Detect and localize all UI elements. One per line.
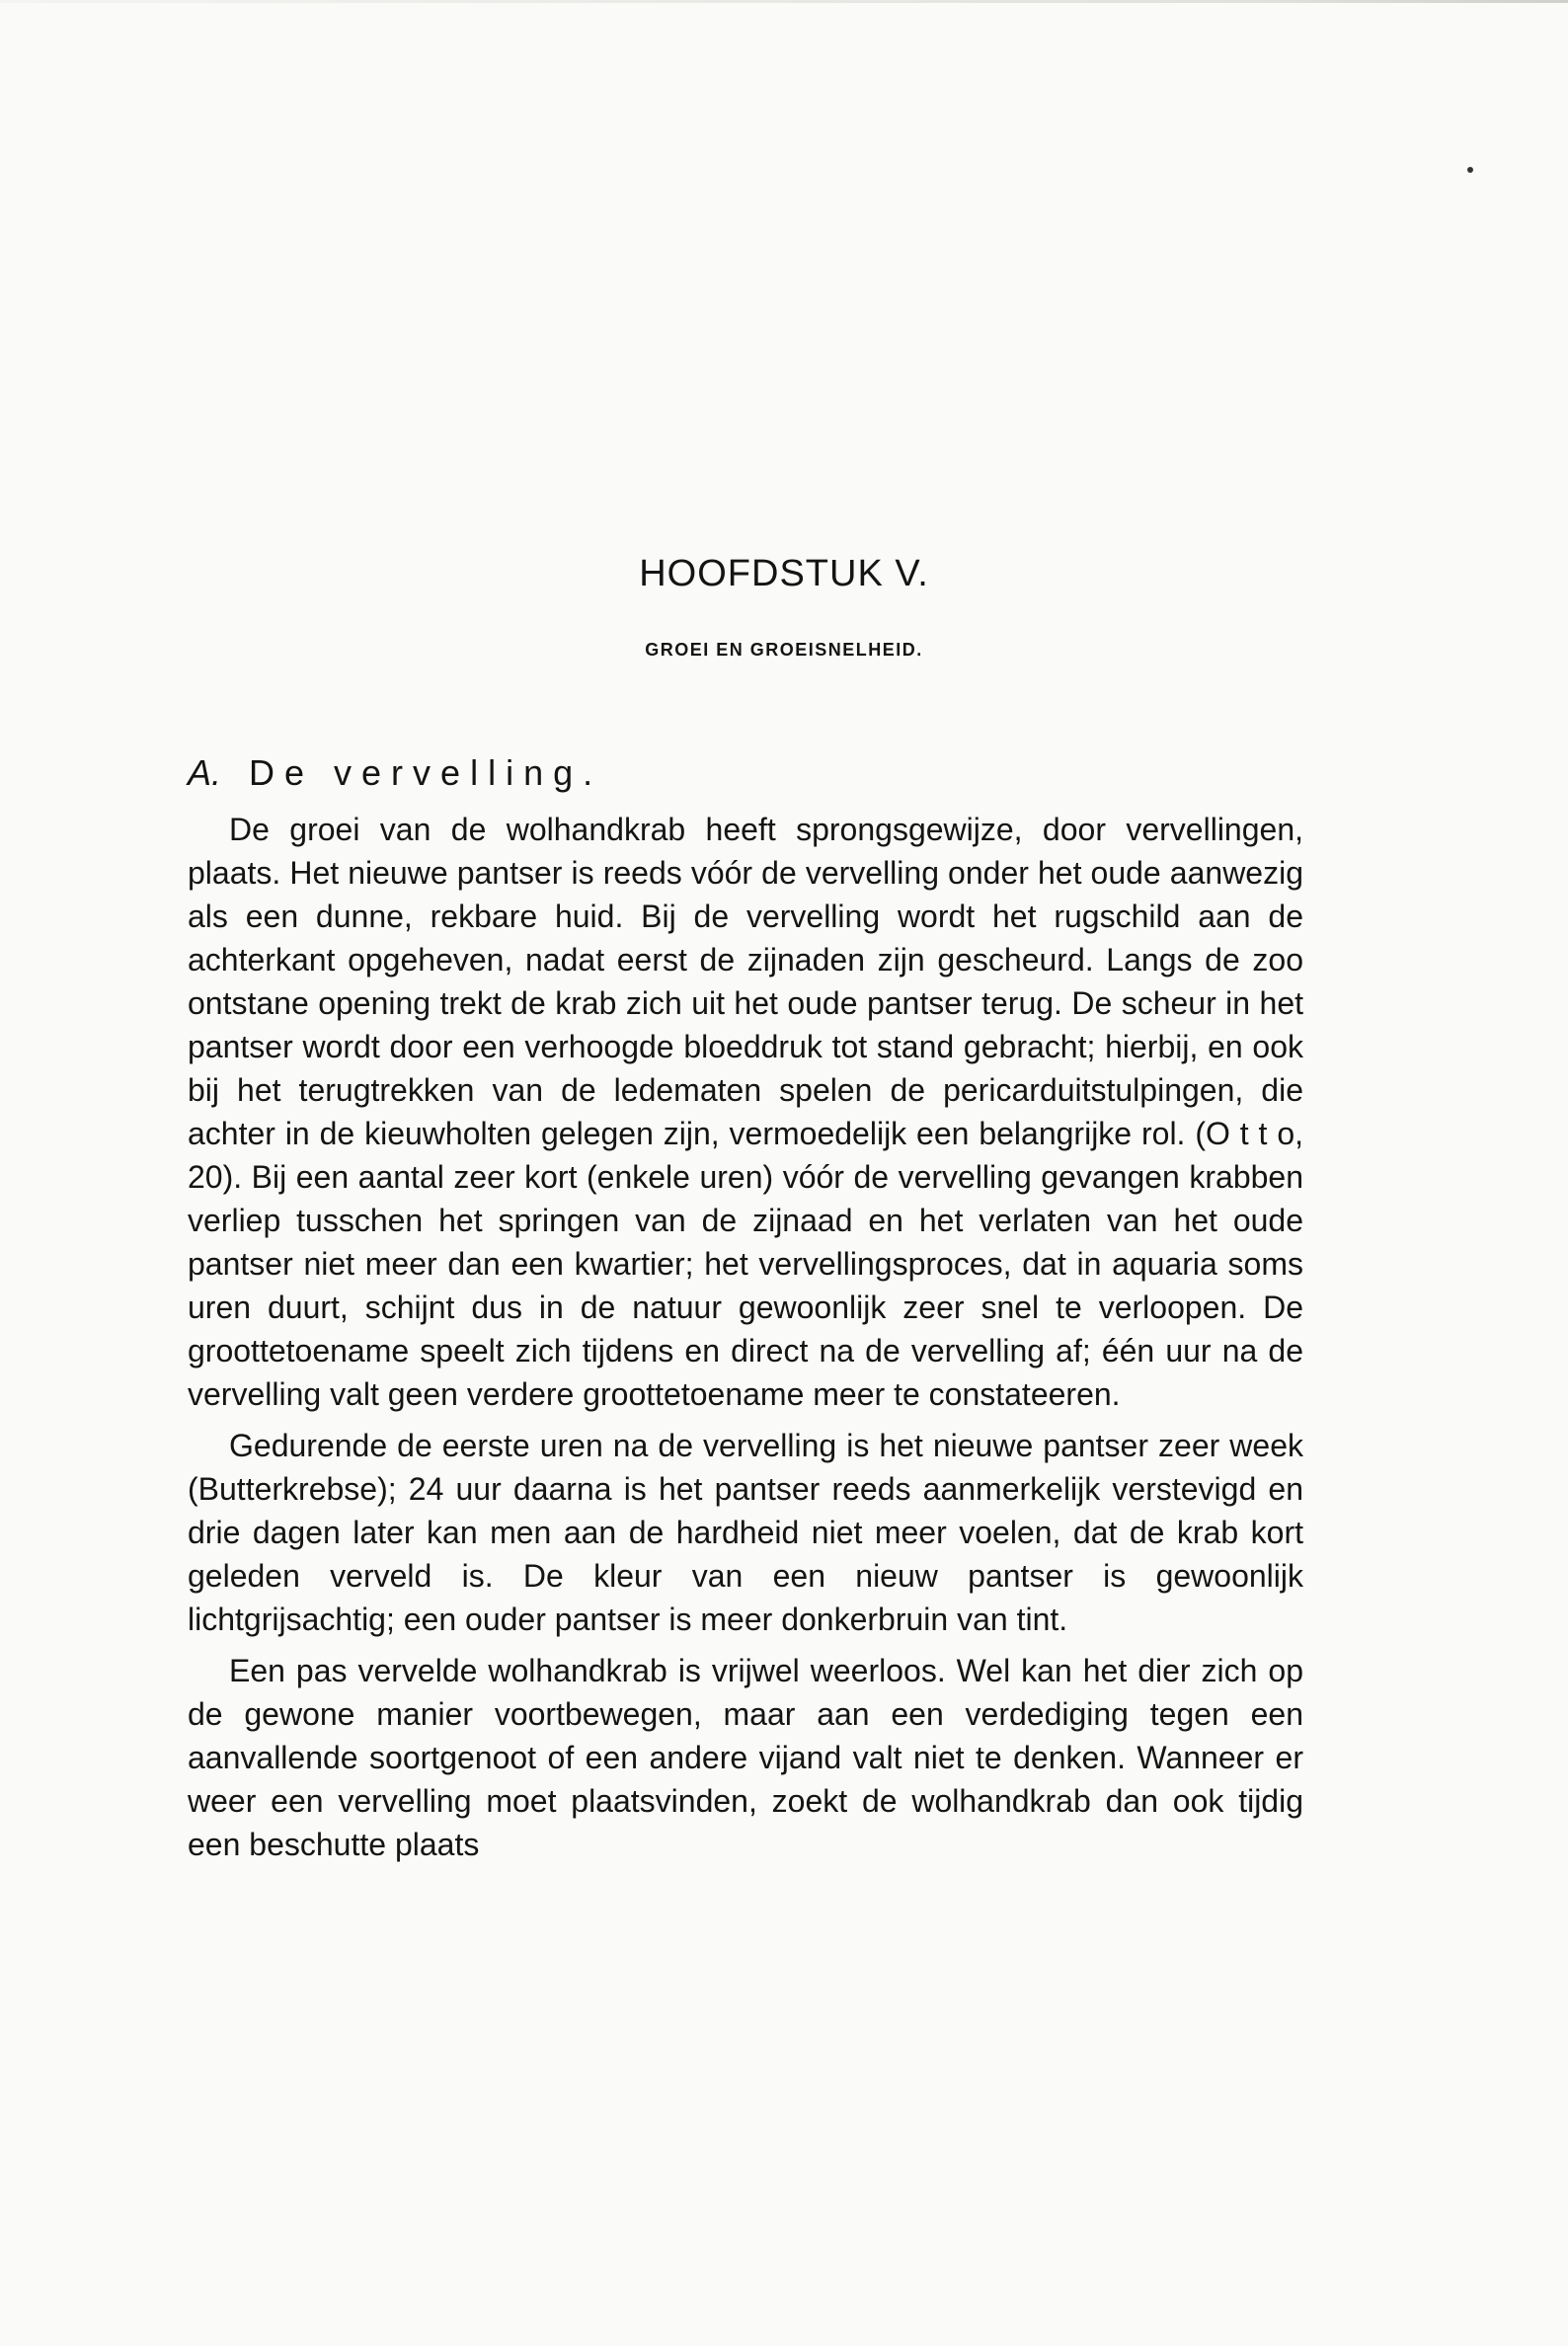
- chapter-subtitle: GROEI EN GROEISNELHEID.: [645, 640, 923, 660]
- chapter-title: HOOFDSTUK V.: [639, 553, 929, 594]
- paragraph-2: Gedurende de eerste uren na de vervelling is het nieuwe pantser zeer week (Butterkrebse); 24 uur daarna is het pantser reeds aanmerkelijk verstevigd en drie dagen later kan men aan de hardheid niet meer voelen, dat de krab kort geleden verveld is. De kleur van een nieuw pantser is gewoonlijk lichtgrijsachtig; een ouder pantser is meer donkerbruin van tint.: [188, 1428, 1303, 1637]
- paragraph-3: Een pas vervelde wolhandkrab is vrijwel weerloos. Wel kan het dier zich op de gewone manier voortbewegen, maar aan een verdediging tegen een aanvallende soortgenoot of een andere vijand valt niet te denken. Wanneer er weer een vervelling moet plaatsvinden, zoekt de wolhandkrab dan ook tijdig een beschutte plaats: [188, 1653, 1303, 1862]
- section-title: De vervelling.: [249, 752, 603, 793]
- print-speck: [1467, 167, 1473, 173]
- body-text: [188, 808, 1303, 1874]
- page-top-edge: [0, 0, 1568, 3]
- section-heading: [188, 750, 602, 796]
- paragraph-1: De groei van de wolhandkrab heeft sprongsgewijze, door vervellingen, plaats. Het nieuwe pantser is reeds vóór de vervelling onder het oude aanwezig als een dunne, rekbare huid. Bij de vervelling wordt het rugschild aan de achterkant opgeheven, nadat eerst de zijnaden zijn gescheurd. Langs de zoo ontstane opening trekt de krab zich uit het oude pantser terug. De scheur in het pantser wordt door een verhoogde bloeddruk tot stand gebracht; hierbij, en ook bij het terugtrekken van de ledematen spelen de pericarduitstulpingen, die achter in de kieuwholten gelegen zijn, vermoedelijk een belangrijke rol. (O t t o, 20). Bij een aantal zeer kort (enkele uren) vóór de vervelling gevangen krabben verliep tusschen het springen van de zijnaad en het verlaten van het oude pantser niet meer dan een kwartier; het vervellingsproces, dat in aquaria soms uren duurt, schijnt dus in de natuur gewoonlijk zeer snel te verloopen. De groottetoename speelt zich tijdens en direct na de vervelling af; één uur na de vervelling valt geen verdere groottetoename meer te constateeren.: [188, 812, 1303, 1412]
- section-letter: A.: [188, 752, 222, 793]
